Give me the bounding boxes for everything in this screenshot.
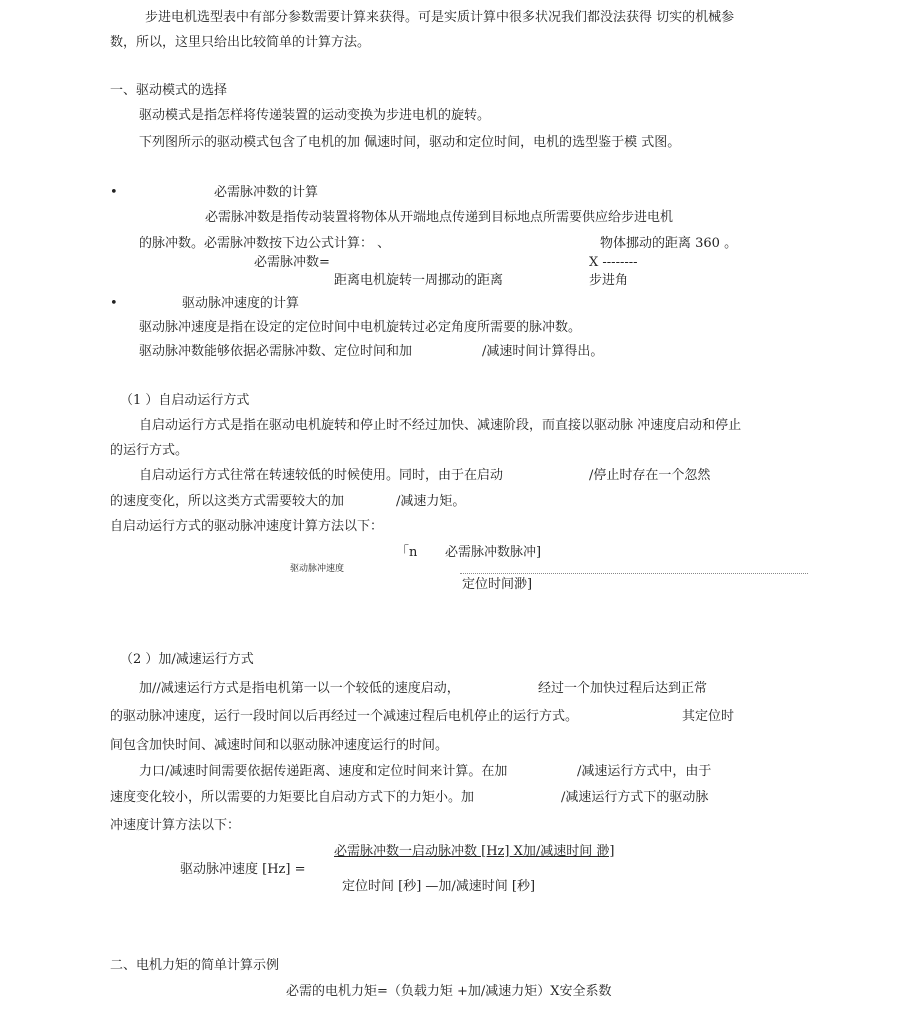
self-start-paragraph-2a: 自启动运行方式往常在转速较低的时候使用。同时，由于在启动 — [139, 468, 504, 483]
pulse-speed-paragraph-2a: 驱动脉冲数能够依据必需脉冲数、定位时间和加 — [139, 344, 413, 359]
pulse-count-line-2: 的脉冲数。必需脉冲数按下边公式计算： 、 — [139, 236, 391, 251]
pulse-count-formula-right: 物体挪动的距离 360 。 — [600, 236, 738, 251]
accel-formula-denominator: 定位时间 [秒] —加/减速时间 [秒] — [342, 879, 536, 894]
section-1-heading: 一、驱动模式的选择 — [110, 83, 228, 98]
accel-paragraph-1b: 经过一个加快过程后达到正常 — [538, 681, 708, 696]
intro-line-1: 步进电机选型表中有部分参数需要计算来获得。可是实质计算中很多状况我们都没法获得 切实的机械参 — [145, 10, 735, 25]
pulse-count-formula-lhs: 必需脉冲数= — [254, 255, 330, 270]
self-start-paragraph-1b: 的运行方式。 — [110, 443, 189, 458]
accel-heading: （2 ）加/减速运行方式 — [120, 652, 254, 667]
self-start-paragraph-1a: 自启动运行方式是指在驱动电机旋转和停止时不经过加快、减速阶段，而直接以驱动脉 冲速度启动和停止 — [139, 418, 742, 433]
pulse-count-formula-step-angle: 步进角 — [589, 273, 629, 288]
motor-torque-formula: 必需的电机力矩=（负载力矩 +加/减速力矩）X安全系数 — [286, 984, 612, 999]
self-start-formula-denominator: 定位时间渺] — [462, 577, 533, 592]
self-start-paragraph-2b: /停止时存在一个忽然 — [589, 468, 711, 483]
pulse-speed-paragraph-2b: /减速时间计算得出。 — [482, 344, 604, 359]
self-start-paragraph-3: 自启动运行方式的驱动脉冲速度计算方法以下： — [110, 519, 384, 534]
pulse-speed-paragraph-1: 驱动脉冲速度是指在设定的定位时间中电机旋转过必定角度所需要的脉冲数。 — [139, 320, 582, 335]
accel-paragraph-2b: /减速运行方式中，由于 — [577, 764, 712, 779]
accel-formula-numerator: 必需脉冲数一启动脉冲数 [Hz] X加/减速时间 渺] — [334, 844, 615, 859]
pulse-speed-title: 驱动脉冲速度的计算 — [182, 296, 300, 311]
self-start-paragraph-2c: 的速度变化，所以这类方式需要较大的加 — [110, 494, 345, 509]
pulse-count-line-1: 必需脉冲数是指传动装置将物体从开端地点传递到目标地点所需要供应给步进电机 — [205, 210, 674, 225]
self-start-heading: （1 ）自启动运行方式 — [120, 393, 250, 408]
section-1-paragraph-2: 下列图所示的驱动模式包含了电机的加 佩速时间，驱动和定位时间，电机的选型鉴于模 式图。 — [139, 135, 681, 150]
accel-paragraph-1c: 的驱动脉冲速度，运行一段时间以后再经过一个减速过程后电机停止的运行方式。 — [110, 709, 579, 724]
accel-paragraph-1e: 间包含加快时间、减速时间和以驱动脉冲速度运行的时间。 — [110, 738, 449, 753]
accel-paragraph-2d: /减速运行方式下的驱动脉 — [561, 790, 709, 805]
bullet-pulse-count: • — [110, 185, 118, 200]
accel-paragraph-1a: 加//减速运行方式是指电机第一以一个较低的速度启动， — [139, 681, 460, 696]
self-start-formula-bracket: 「n — [396, 545, 418, 560]
section-2-heading: 二、电机力矩的简单计算示例 — [110, 958, 280, 973]
self-start-formula-numerator: 必需脉冲数脉冲] — [445, 545, 542, 560]
pulse-count-formula-multiply: X -------- — [589, 255, 638, 270]
accel-paragraph-2e: 冲速度计算方法以下： — [110, 818, 241, 833]
bullet-pulse-speed: • — [110, 296, 118, 311]
section-1-paragraph-1: 驱动模式是指怎样将传递装置的运动变换为步进电机的旋转。 — [139, 108, 491, 123]
intro-line-2: 数，所以，这里只给出比较简单的计算方法。 — [110, 35, 371, 50]
pulse-count-formula-denominator: 距离电机旋转一周挪动的距离 — [334, 273, 504, 288]
accel-paragraph-2a: 力口/减速时间需要依据传递距离、速度和定位时间来计算。在加 — [139, 764, 508, 779]
accel-formula-lhs: 驱动脉冲速度 [Hz] = — [180, 862, 306, 877]
self-start-paragraph-2d: /减速力矩。 — [396, 494, 466, 509]
accel-paragraph-1d: 其定位时 — [682, 709, 735, 724]
self-start-fraction-bar — [460, 573, 808, 574]
self-start-formula-lhs: 驱动脉冲速度 — [290, 564, 345, 574]
pulse-count-title: 必需脉冲数的计算 — [214, 185, 319, 200]
accel-paragraph-2c: 速度变化较小，所以需要的力矩要比自启动方式下的力矩小。加 — [110, 790, 475, 805]
